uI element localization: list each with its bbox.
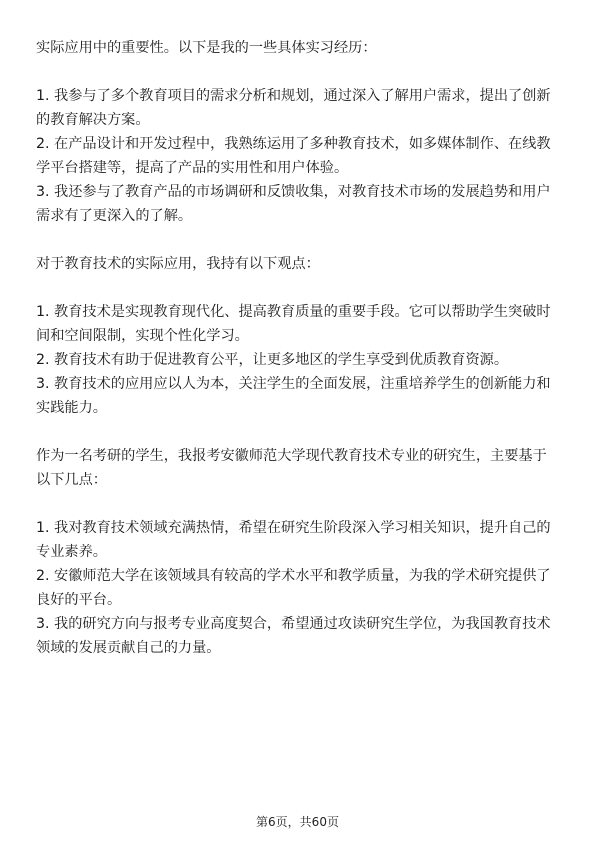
reason-item-1: 1. 我对教育技术领域充满热情，希望在研究生阶段深入学习相关知识，提升自己的专业素养。 <box>36 520 551 560</box>
reason-item-2: 2. 安徽师范大学在该领域具有较高的学术水平和教学质量，为我的学术研究提供了良好的平台。 <box>36 568 551 608</box>
experience-item-2: 2. 在产品设计和开发过程中，我熟练运用了多种教育技术，如多媒体制作、在线教学平台搭建等，提高了产品的实用性和用户体验。 <box>36 136 551 176</box>
view-item-2: 2. 教育技术有助于促进教育公平，让更多地区的学生享受到优质教育资源。 <box>36 352 509 368</box>
spacer <box>36 420 560 444</box>
view-item-1: 1. 教育技术是实现教育现代化、提高教育质量的重要手段。它可以帮助学生突破时间和空间限制，实现个性化学习。 <box>36 304 551 344</box>
spacer <box>36 60 560 84</box>
intro-paragraph: 实际应用中的重要性。以下是我的一些具体实习经历： <box>36 40 377 56</box>
experience-item-3: 3. 我还参与了教育产品的市场调研和反馈收集，对教育技术市场的发展趋势和用户需求有了更深入的了解。 <box>36 184 551 224</box>
reasons-heading: 作为一名考研的学生，我报考安徽师范大学现代教育技术专业的研究生，主要基于以下几点： <box>36 448 547 488</box>
reason-item-3: 3. 我的研究方向与报考专业高度契合，希望通过攻读研究生学位，为我国教育技术领域的发展贡献自己的力量。 <box>36 616 551 656</box>
spacer <box>36 228 560 252</box>
spacer <box>36 276 560 300</box>
page-number-footer: 第6页，共60页 <box>256 815 339 829</box>
document-page <box>36 36 560 660</box>
experience-item-1: 1. 我参与了多个教育项目的需求分析和规划，通过深入了解用户需求，提出了创新的教育解决方案。 <box>36 88 551 128</box>
views-heading: 对于教育技术的实际应用，我持有以下观点： <box>36 256 320 272</box>
spacer <box>36 492 560 516</box>
view-item-3: 3. 教育技术的应用应以人为本，关注学生的全面发展，注重培养学生的创新能力和实践能力。 <box>36 376 551 416</box>
